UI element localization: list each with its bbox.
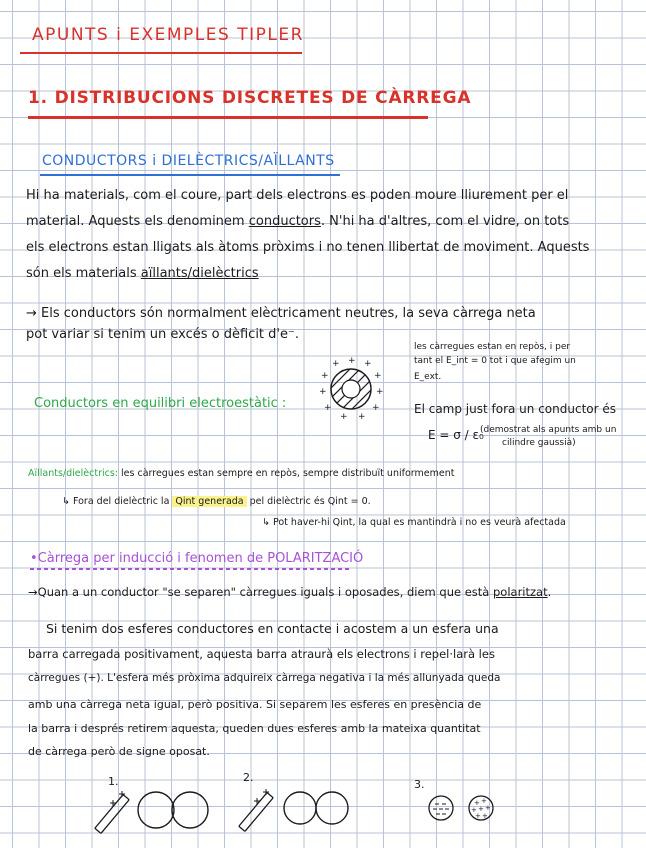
svg-text:+: +: [319, 387, 327, 397]
subsection-underline: [40, 174, 340, 176]
figure-2-label: 2.: [243, 771, 254, 784]
para3-line1-end: .: [547, 585, 552, 599]
para1-line2-a: material. Aquests els denominem: [26, 214, 249, 229]
figure-2-diagram: [238, 786, 358, 832]
para4-line3: càrregues (+). L'esfera més pròxima adquireix càrrega negativa i la més allunyada queda: [28, 672, 501, 684]
equilibrium-note-line2: tant el E_int = 0 tot i que afegim un: [414, 356, 576, 366]
para3-line1: [28, 585, 551, 599]
para1-line4: [26, 266, 259, 281]
svg-text:+: +: [332, 359, 340, 369]
insulators-line2: [62, 496, 371, 507]
svg-text:+: +: [348, 356, 356, 366]
svg-text:+: +: [358, 412, 366, 422]
insulators-line3: ↳ Pot haver-hi Qint, la qual es mantindrà i no es veurà afectada: [262, 517, 566, 528]
term-insulators: aïllants/dielèctrics: [140, 266, 259, 281]
subsection-heading-conductors: CONDUCTORS i DIELÈCTRICS/AÏLLANTS: [42, 153, 335, 169]
para2-line1: → Els conductors són normalment elèctricament neutres, la seva càrrega neta: [26, 306, 536, 321]
equilibrium-note-line1: les càrregues estan en repòs, i per: [414, 342, 571, 352]
svg-text:+: +: [340, 412, 348, 422]
field-formula: E = σ / ε₀: [428, 428, 484, 442]
para1-line3: els electrons estan lligats als àtoms pròxims i no tenen llibertat de moviment. Aquests: [26, 240, 590, 255]
para3-line1-a: →Quan a un conductor "se separen" càrregues iguals i oposades, diem que està: [28, 585, 493, 599]
formula-note-line1: (demostrat als apunts amb un: [480, 425, 617, 435]
para1-line2-b: . N'hi ha d'altres, com el vidre, on tots: [320, 214, 570, 229]
formula-note-line2: cilindre gaussià): [502, 438, 576, 448]
para2-line2: pot variar si tenim un excés o dèficit d'e⁻.: [26, 327, 299, 342]
svg-text:+: +: [485, 804, 491, 812]
svg-text:+: +: [321, 371, 329, 381]
highlight-qint-generated: Qint generada: [172, 496, 246, 507]
insulators-text: les càrregues estan sempre en repòs, sempre distribuït uniformement: [121, 468, 455, 479]
term-polarized: polaritzat: [493, 585, 548, 599]
para4-line5: la barra i després retirem aquesta, queden dues esferes amb la mateixa quantitat: [28, 722, 481, 735]
equilibrium-label: Conductors en equilibri electroestàtic :: [34, 396, 287, 411]
svg-text:+: +: [481, 797, 487, 805]
para4-line6: de càrrega però de signe oposat.: [28, 745, 210, 758]
title-underline: [20, 52, 302, 54]
svg-text:+: +: [324, 403, 332, 413]
svg-text:+: +: [471, 806, 477, 814]
field-outside-note: El camp just fora un conductor és: [414, 402, 617, 416]
figure-3-label: 3.: [414, 778, 425, 791]
figure-1-label: 1.: [108, 775, 119, 788]
conductor-sphere-diagram: [318, 356, 384, 422]
term-conductors: conductors: [248, 214, 321, 229]
svg-text:+: +: [376, 387, 384, 397]
para1-line1: Hi ha materials, com el coure, part dels electrons es poden moure lliurement per el: [26, 188, 569, 203]
figure-3-diagram: [424, 788, 504, 828]
section-underline: [28, 116, 428, 119]
insulators-line: [28, 468, 454, 479]
svg-text:+: +: [474, 799, 480, 807]
svg-text:+: +: [372, 403, 380, 413]
para4-line1: Si tenim dos esferes conductores en contacte i acostem a un esfera una: [46, 621, 499, 636]
insulators-label: Aïllants/dielèctrics:: [28, 468, 118, 479]
para1-line2: [26, 214, 569, 229]
para1-line4-a: són els materials: [26, 266, 141, 281]
subsection-heading-induction: •Càrrega per inducció i fenomen de POLARITZACIÓ: [30, 551, 364, 566]
svg-text:+: +: [374, 371, 382, 381]
insulators-line2-b: pel dielèctric és Qint = 0.: [246, 496, 371, 507]
para4-line2: barra carregada positivament, aquesta barra atraurà els electrons i repel·larà les: [28, 647, 495, 661]
svg-text:+: +: [364, 359, 372, 369]
svg-text:+: +: [482, 812, 488, 820]
figure-1-diagram: [94, 788, 224, 834]
page-title: APUNTS i EXEMPLES TIPLER: [32, 25, 304, 45]
section-heading: 1. DISTRIBUCIONS DISCRETES DE CÀRREGA: [28, 88, 472, 108]
svg-text:+: +: [478, 805, 484, 813]
svg-text:+: +: [475, 812, 481, 820]
para4-line4: amb una càrrega neta igual, però positiva. Si separem les esferes en presència de: [28, 698, 482, 711]
equilibrium-note-line3: E_ext.: [414, 372, 442, 382]
insulators-line2-a: ↳ Fora del dielèctric la: [62, 496, 173, 507]
induction-dashed-underline: [30, 568, 352, 570]
